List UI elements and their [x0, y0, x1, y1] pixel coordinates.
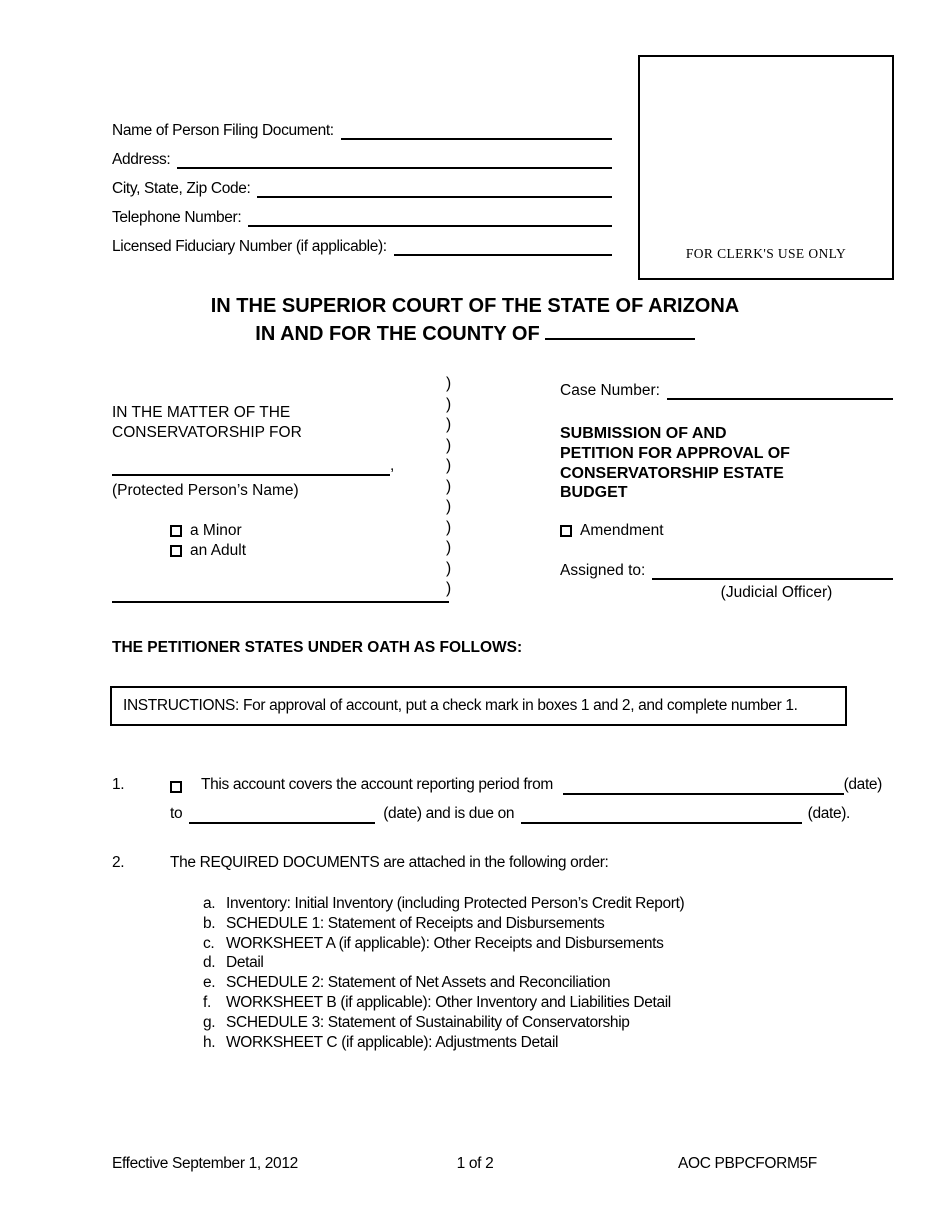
footer-form-number: AOC PBPCFORM5F [678, 1155, 817, 1172]
paren-glyph: ) [446, 559, 452, 577]
oath-heading: THE PETITIONER STATES UNDER OATH AS FOLLOWS: [112, 639, 523, 656]
amendment-checkbox[interactable] [560, 525, 572, 537]
document-title: SUBMISSION OF AND PETITION FOR APPROVAL OF CONSERVATORSHIP ESTATE BUDGET [560, 425, 790, 502]
judicial-officer-hint: (Judicial Officer) [720, 584, 833, 601]
assigned-to-row [560, 556, 893, 580]
document-list-item [203, 953, 684, 973]
minor-checkbox-row[interactable] [170, 521, 242, 541]
document-list-item [203, 914, 684, 934]
amendment-label: Amendment [580, 522, 664, 539]
assigned-to-label: Assigned to: [560, 562, 646, 579]
adult-checkbox-row[interactable] [170, 541, 246, 561]
document-letter: e. [203, 974, 216, 992]
filing-field-label: Telephone Number: [112, 209, 242, 226]
document-text: Inventory: Initial Inventory (including Protected Person’s Credit Report) [226, 895, 685, 912]
filing-field-label: Licensed Fiduciary Number (if applicable): [112, 238, 387, 255]
filing-field-blank[interactable] [257, 177, 612, 198]
item2-heading [112, 853, 609, 873]
clerk-use-label: FOR CLERK'S USE ONLY [685, 246, 847, 261]
filing-field-row [112, 198, 612, 227]
protected-person-name-hint: (Protected Person’s Name) [112, 482, 299, 499]
item1-date-suffix: (date) [843, 776, 882, 793]
item1-to-label: to [170, 805, 183, 822]
filing-field-label: Name of Person Filing Document: [112, 122, 334, 139]
case-number-field[interactable] [667, 379, 893, 400]
paren-glyph: ) [446, 395, 452, 413]
filing-field-blank[interactable] [341, 119, 612, 140]
minor-label: a Minor [190, 522, 242, 539]
paren-glyph: ) [446, 375, 452, 392]
caption-paren-divider [446, 374, 451, 600]
adult-label: an Adult [190, 542, 247, 559]
document-text: SCHEDULE 3: Statement of Sustainability of Conservatorship [226, 1013, 630, 1031]
minor-checkbox[interactable] [170, 525, 182, 537]
document-letter: a. [203, 895, 216, 912]
item1-line2 [170, 799, 850, 824]
document-text: SCHEDULE 2: Statement of Net Assets and Reconciliation [226, 974, 611, 992]
paren-glyph: ) [446, 416, 452, 433]
paren-glyph: ) [446, 580, 452, 597]
footer-effective-date: Effective September 1, 2012 [112, 1155, 298, 1172]
item1-checkbox[interactable] [170, 781, 182, 793]
document-letter: h. [203, 1033, 216, 1051]
required-documents-list [203, 894, 684, 1052]
item1-line1 [112, 770, 882, 795]
adult-checkbox[interactable] [170, 545, 182, 557]
court-title-line2: IN AND FOR THE COUNTY OF [0, 319, 950, 347]
item1-from-date-field[interactable] [563, 774, 844, 795]
document-text: WORKSHEET B (if applicable): Other Inventory and Liabilities Detail [226, 993, 671, 1011]
filing-field-blank[interactable] [177, 148, 612, 169]
case-number-row [560, 376, 893, 400]
filing-field-label: Address: [112, 151, 171, 168]
case-number-label: Case Number: [560, 382, 660, 399]
instructions-text: INSTRUCTIONS: For approval of account, put a check mark in boxes 1 and 2, and complete number 1. [123, 697, 798, 714]
protected-person-name-field[interactable] [112, 440, 408, 476]
filing-field-row [112, 111, 612, 140]
caption-matter-text: IN THE MATTER OF THE CONSERVATORSHIP FOR [112, 404, 302, 441]
item2-text: The REQUIRED DOCUMENTS are attached in the following order: [170, 854, 609, 871]
document-letter: g. [203, 1013, 216, 1031]
document-list-item [203, 934, 684, 954]
paren-glyph: ) [446, 477, 452, 495]
amendment-checkbox-row[interactable] [560, 521, 664, 541]
item1-date-suffix2: (date). [807, 805, 850, 822]
clerk-use-box [638, 55, 894, 280]
document-letter: f. [203, 993, 211, 1011]
document-text: WORKSHEET A (if applicable): Other Receipts and Disbursements [226, 934, 664, 952]
document-list-item [203, 1033, 684, 1053]
document-list-item [203, 973, 684, 993]
caption-comma: , [390, 457, 395, 474]
name-blank-line[interactable] [112, 438, 390, 476]
item2-number: 2. [112, 854, 125, 871]
document-letter: d. [203, 954, 216, 972]
item1-text: This account covers the account reporting period from [201, 776, 553, 793]
instructions-box [110, 686, 847, 726]
county-name-field[interactable] [545, 319, 695, 340]
document-list-item [203, 894, 684, 914]
document-text: WORKSHEET C (if applicable): Adjustments Detail [226, 1033, 559, 1051]
paren-glyph: ) [446, 457, 452, 474]
filing-info-fields [112, 111, 612, 256]
document-letter: c. [203, 934, 215, 952]
paren-glyph: ) [446, 539, 452, 556]
paren-glyph: ) [446, 498, 452, 515]
caption-bottom-line [112, 575, 452, 603]
assigned-to-field[interactable] [652, 559, 893, 580]
item1-mid-text: (date) and is due on [383, 805, 515, 822]
filing-field-row [112, 140, 612, 169]
court-title-line1: IN THE SUPERIOR COURT OF THE STATE OF ARIZONA [210, 295, 740, 317]
filing-field-label: City, State, Zip Code: [112, 180, 251, 197]
court-title [0, 294, 950, 347]
filing-field-blank[interactable] [248, 206, 612, 227]
item1-due-date-field[interactable] [521, 803, 802, 824]
filing-field-row [112, 169, 612, 198]
footer-page-number: 1 of 2 [456, 1155, 494, 1172]
filing-field-blank[interactable] [394, 235, 612, 256]
document-letter: b. [203, 914, 216, 932]
document-text: SCHEDULE 1: Statement of Receipts and Disbursements [226, 914, 605, 932]
document-list-item [203, 993, 684, 1013]
filing-field-row [112, 227, 612, 256]
item1-number: 1. [112, 776, 125, 793]
item1-to-date-field[interactable] [189, 803, 375, 824]
document-list-item [203, 1013, 684, 1033]
paren-glyph: ) [446, 436, 452, 454]
document-text: Detail [226, 954, 264, 972]
paren-glyph: ) [446, 518, 452, 536]
